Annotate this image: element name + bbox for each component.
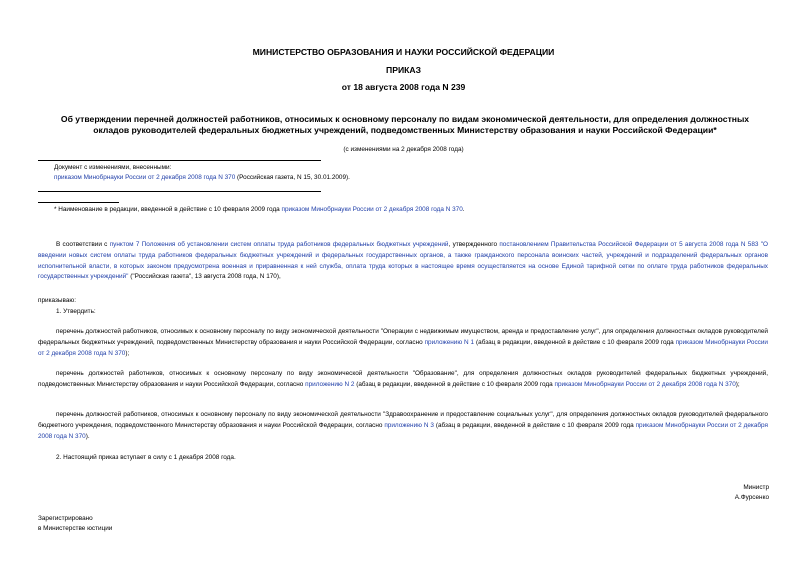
list-item-3: [38, 410, 768, 442]
footnote: [54, 205, 774, 215]
document-title: Об утверждении перечней должностей работников, относимых к основному персоналу по видам экономической деятельности, для определения должностных окладов руководителей федеральных бюджетных учреждений, подведомственных Министерству образования и науки Российской Федерации*: [60, 114, 750, 135]
list-1-order-link[interactable]: приказом Минобрнауки России от 2 декабря 2008 года N 370: [38, 338, 768, 357]
signature-position: Министр: [743, 484, 769, 491]
preamble-text-1: В соответствии с: [56, 241, 110, 248]
registration-line-1: Зарегистрировано: [38, 515, 93, 522]
preamble-text-3: ("Российская газета", 13 августа 2008 года, N 170),: [128, 273, 281, 281]
orders-word: приказываю:: [38, 297, 76, 304]
preamble-paragraph: [38, 240, 768, 283]
signature-name: А.Фурсенко: [734, 494, 769, 501]
list-1-text-1: перечень должностей работников, относимых к основному персоналу по виду экономической деятельности "Операции с недвижимым имуществом, аренда и предоставление услуг", для определения должностных окладов руководителей федеральных бюджетных учреждений, подведомственных Министерству образования и науки Российской Федерации, согласно: [38, 328, 768, 346]
changes-source: (Российская газета, N 15, 30.01.2009).: [235, 174, 350, 181]
list-3-annex-link[interactable]: приложению N 3: [384, 421, 434, 429]
footnote-rule: [38, 202, 119, 203]
list-item-1: [38, 327, 768, 359]
list-1-annex-link[interactable]: приложению N 1: [424, 338, 475, 346]
changes-link[interactable]: приказом Минобрнауки России от 2 декабря 2008 года N 370: [54, 174, 236, 181]
list-1-text-2: (абзац в редакции, введенной в действие с 10 февраля 2009 года: [474, 338, 676, 346]
ministry-heading: МИНИСТЕРСТВО ОБРАЗОВАНИЯ И НАУКИ РОССИЙСКОЙ ФЕДЕРАЦИИ: [252, 47, 555, 57]
footnote-end: .: [462, 206, 465, 213]
list-3-order-link[interactable]: приказом Минобрнауки России от 2 декабря 2008 года N 370: [38, 421, 769, 440]
changes-box-top-rule: [38, 160, 321, 161]
preamble-link-resolution[interactable]: постановлением Правительства Российской Федерации от 5 августа 2008 года N 583 "О введении новых систем оплаты труда работников федеральных бюджетных учреждений и федеральных государственных органов, а также гражданского персонала воинских частей, учреждений и подразделений федеральных органов исполнительной власти, в которых законом предусмотрена военная и приравненная к ней служба, оплата труда которых в настоящее время осуществляется на основе Единой тарифной сетки по оплате труда работников федеральных государственных учреждений": [38, 241, 769, 281]
list-2-annex-link[interactable]: приложению N 2: [305, 380, 355, 388]
document-type: ПРИКАЗ: [386, 65, 421, 75]
list-2-order-link[interactable]: приказом Минобрнауки России от 2 декабря 2008 года N 370: [554, 380, 736, 388]
list-2-text-3: );: [735, 380, 740, 388]
changes-note: (с изменениями на 2 декабря 2008 года): [343, 146, 464, 153]
document-date-number: от 18 августа 2008 года N 239: [341, 82, 466, 92]
changes-box: [54, 163, 374, 183]
footnote-text: * Наименование в редакции, введенной в действие с 10 февраля 2009 года: [54, 206, 282, 213]
changes-box-label: Документ с изменениями, внесенными:: [54, 164, 172, 171]
registration-line-2: в Министерстве юстиции: [38, 525, 113, 532]
item-1-approve: 1. Утвердить:: [56, 308, 96, 315]
preamble-text-2: , утвержденного: [448, 241, 500, 248]
list-3-text-1: перечень должностей работников, относимых к основному персоналу по виду экономической деятельности "Здравоохранение и предоставление социальных услуг", для определения должностных окладов руководителей федерального бюджетного учреждения, подведомственного Министерству образования и науки Российской Федерации, согласно: [38, 411, 768, 429]
list-3-text-2: (абзац в редакции, введенной в действие с 10 февраля 2009 года: [433, 421, 636, 429]
list-item-2: [38, 369, 768, 391]
changes-box-ref: [54, 173, 374, 183]
list-3-text-3: ).: [85, 432, 90, 440]
preamble-link-regulation[interactable]: пунктом 7 Положения об установлении систем оплаты труда работников федеральных бюджетных учреждений: [109, 241, 449, 248]
list-1-text-3: );: [125, 349, 130, 357]
changes-box-bottom-rule: [38, 191, 321, 192]
item-2-effective-date: 2. Настоящий приказ вступает в силу с 1 декабря 2008 года.: [56, 454, 236, 461]
list-2-text-1: перечень должностей работников, относимых к основному персоналу по виду экономической деятельности "Образование", для определения должностных окладов руководителей федеральных бюджетных учреждений, подведомственных Министерству образования и науки Российской Федерации, согласно: [38, 370, 768, 388]
list-2-text-2: (абзац в редакции, введенной в действие с 10 февраля 2009 года: [354, 380, 555, 388]
footnote-link[interactable]: приказом Минобрнауки России от 2 декабря 2008 года N 370: [281, 206, 463, 213]
